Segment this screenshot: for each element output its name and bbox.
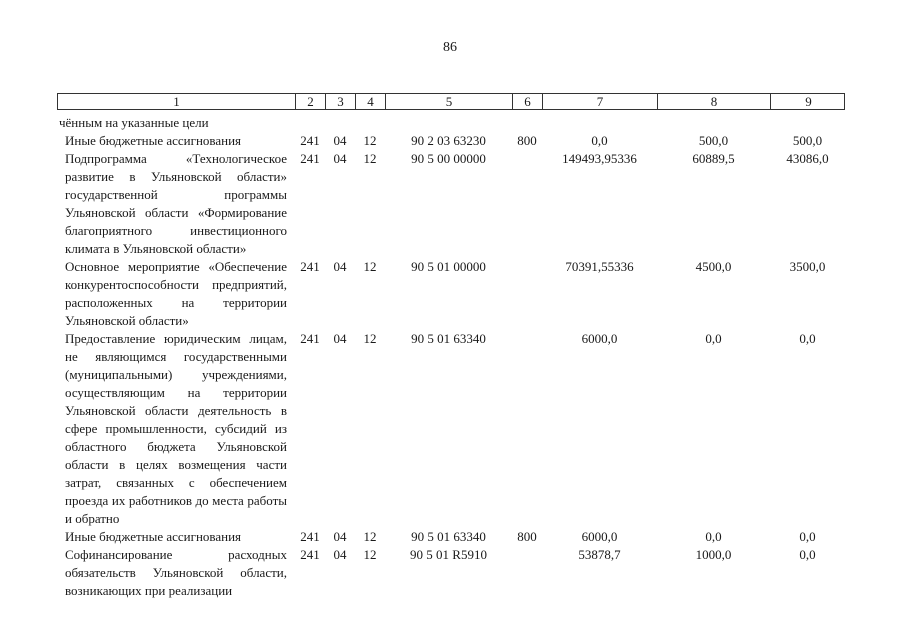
cell-c3: 04 [333,151,347,166]
cell-c4: 12 [363,259,377,274]
table-row [57,258,845,330]
cell-c8: 500,0 [698,133,729,148]
cell-c9 [770,114,845,132]
table-row [57,546,845,600]
cell-c2: 241 [300,151,320,166]
row-name: Подпрограмма «Технологическое развитие в Ульяновской области» государственной программы Ульяновской области «Формирование благоприятного инвестиционного климата в Ульяновской области» [65,151,287,256]
cell-c2: 241 [300,331,320,346]
row-name: Основное мероприятие «Обеспечение конкурентоспособности предприятий, расположенных на территории Ульяновской области» [65,259,287,328]
cell-c4: 12 [363,151,377,166]
cell-c3: 04 [333,529,347,544]
cell-c2: 241 [300,259,320,274]
cell-c3: 04 [333,547,347,562]
cell-c6 [512,330,542,528]
cell-c8: 4500,0 [695,259,732,274]
cell-c4: 12 [363,331,377,346]
cell-c8: 0,0 [705,529,722,544]
table-row [57,528,845,546]
cell-c5 [385,114,512,132]
cell-c8 [657,114,770,132]
cell-c4: 12 [363,529,377,544]
cell-c5: 90 5 01 63340 [411,331,486,346]
column-header-3: 3 [326,94,356,109]
row-name: Иные бюджетные ассигнования [65,529,242,544]
row-name: Иные бюджетные ассигнования [65,133,242,148]
cell-c2: 241 [300,529,320,544]
column-header-2: 2 [296,94,326,109]
cell-c9: 0,0 [799,547,816,562]
cell-c9: 43086,0 [786,151,829,166]
column-header-9: 9 [805,94,812,109]
cell-c7: 53878,7 [578,547,621,562]
cell-c8: 1000,0 [695,547,732,562]
cell-c2: 241 [300,133,320,148]
cell-c3: 04 [333,133,347,148]
cell-c7: 0,0 [591,133,608,148]
column-header-8: 8 [658,94,771,109]
cell-c5: 90 5 01 63340 [411,529,486,544]
cell-c3: 04 [333,259,347,274]
cell-c3 [325,114,355,132]
cell-c5: 90 5 01 R5910 [410,547,487,562]
page-number: 86 [443,40,457,55]
row-name: чённым на указанные цели [59,115,209,130]
cell-c9: 0,0 [799,529,816,544]
table-row [57,132,845,150]
table-row [57,330,845,528]
cell-c2 [295,114,325,132]
cell-c9: 500,0 [792,133,823,148]
cell-c7: 149493,95336 [562,151,637,166]
table-row [57,114,845,132]
cell-c7 [542,114,657,132]
cell-c6: 800 [517,133,537,148]
table-header [57,93,845,110]
cell-c6: 800 [517,529,537,544]
cell-c6 [512,114,542,132]
column-header-7: 7 [543,94,658,109]
cell-c8: 60889,5 [692,151,735,166]
cell-c9: 0,0 [799,331,816,346]
column-header-1: 1 [58,94,296,109]
cell-c7: 6000,0 [581,331,618,346]
budget-table [57,114,845,600]
cell-c4: 12 [363,547,377,562]
row-name: Предоставление юридическим лицам, не являющимся государственными (муниципальными) учреждениями, осуществляющим на территории Ульяновской области деятельность в сфере промышленности, субсидий из областного бюджета Ульяновской области в целях возмещения части затрат, связанных с обеспечением проезда их работников до места работы и обратно [65,331,287,526]
cell-c7: 6000,0 [581,529,618,544]
column-header-4: 4 [356,94,386,109]
column-header-6: 6 [513,94,543,109]
cell-c5: 90 5 01 00000 [411,259,486,274]
cell-c2: 241 [300,547,320,562]
cell-c5: 90 2 03 63230 [411,133,486,148]
row-name: Софинансирование расходных обязательств Ульяновской области, возникающих при реализации [65,547,287,598]
cell-c8: 0,0 [705,331,722,346]
cell-c7: 70391,55336 [565,259,634,274]
cell-c6 [512,150,542,258]
cell-c6 [512,258,542,330]
cell-c4: 12 [363,133,377,148]
cell-c6 [512,546,542,600]
table-row [57,150,845,258]
cell-c5: 90 5 00 00000 [411,151,486,166]
cell-c3: 04 [333,331,347,346]
cell-c4 [355,114,385,132]
cell-c9: 3500,0 [789,259,826,274]
column-header-5: 5 [386,94,513,109]
